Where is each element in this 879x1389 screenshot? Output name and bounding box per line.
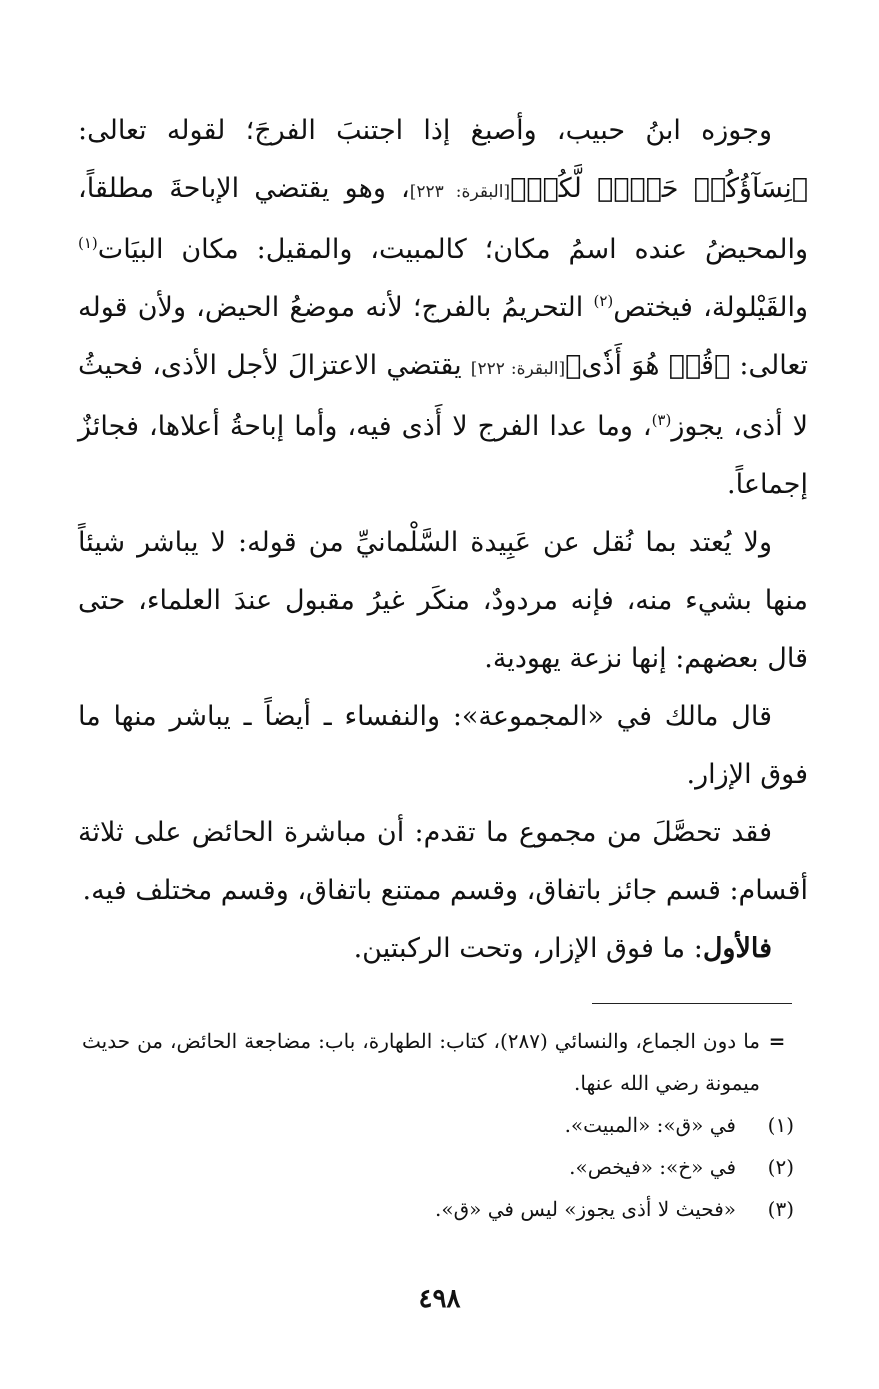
- text-run: يقتضي الاعتزالَ لأجل الأذى، فحيثُ لا أذى، يجوز: [78, 350, 809, 442]
- quran-verse: ﴿نِسَآؤُكُمۡ حَرۡثٞ لَّكُمۡ﴾: [510, 173, 808, 204]
- verse-reference: [البقرة: ٢٢٢]: [470, 359, 566, 379]
- text-run: وجوزه ابنُ حبيب، وأصبغ إذا اجتنبَ الفرجَ؛ لقوله تعالى:: [78, 115, 772, 146]
- footnote-marker[interactable]: (٢): [593, 292, 614, 310]
- footnote-continuation: [82, 1020, 794, 1104]
- quran-verse: ﴿قُلۡ هُوَ أَذٗى﴾: [565, 350, 731, 381]
- footnote-number: (١): [767, 1113, 794, 1137]
- verse-reference: [البقرة: ٢٢٣]: [409, 182, 511, 202]
- footnote-text: في «خ»: «فيخص».: [569, 1155, 736, 1179]
- footnote-text: في «ق»: «المبيت».: [564, 1113, 736, 1137]
- text-run: ، وما عدا الفرج لا أَذى فيه، وأما إباحةُ أعلاها، فجائزٌ إجماعاً.: [78, 411, 808, 500]
- footnote-divider: [592, 1003, 792, 1004]
- text-run: : ما فوق الإزار، وتحت الركبتين.: [353, 933, 703, 964]
- continuation-mark: =: [768, 1029, 786, 1053]
- footnote-number: (٢): [767, 1155, 794, 1179]
- footnotes: [82, 1020, 794, 1230]
- footnote-number: (٣): [767, 1197, 794, 1221]
- paragraph-3: قال مالك في «المجموعة»: والنفساء ـ أيضاً ـ يباشر منها ما فوق الإزار.: [78, 701, 808, 790]
- text-run: ، وهو يقتضي الإباحةَ مطلقاً، والمحيضُ عنده اسمُ مكان؛ كالمبيت، والمقيل: مكان البيَات: [78, 173, 808, 265]
- paragraph-4: فقد تحصَّلَ من مجموع ما تقدم: أن مباشرة الحائض على ثلاثة أقسام: قسم جائز باتفاق، وقسم ممتنع باتفاق، وقسم مختلف فيه.: [78, 817, 808, 906]
- bold-lead: فالأول: [702, 933, 772, 964]
- footnote-text: ما دون الجماع، والنسائي (٢٨٧)، كتاب: الطهارة، باب: مضاجعة الحائض، من حديث ميمونة رضي الله عنها.: [82, 1029, 760, 1095]
- footnote-item: [82, 1146, 794, 1188]
- footnote-item: [82, 1104, 794, 1146]
- paragraph-5: [78, 920, 808, 978]
- paragraph-1: [78, 102, 808, 514]
- page-number: ٤٩٨: [418, 1284, 461, 1314]
- text-run: التحريمُ بالفرج؛ لأنه موضعُ الحيض، ولأن قوله تعالى:: [78, 292, 808, 381]
- paragraph-2: ولا يُعتد بما نُقل عن عَبِيدة السَّلْمانيِّ من قوله: لا يباشر شيئاً منها بشيء منه، فإنه مردودٌ، منكَر غيرُ مقبول عندَ العلماء، حتى قال بعضهم: إنها نزعة يهودية.: [78, 527, 808, 674]
- footnote-marker[interactable]: (٣): [651, 411, 672, 429]
- text-run: والقَيْلولة، فيختص: [613, 292, 809, 323]
- main-text: [78, 102, 808, 978]
- footnote-text: «فحيث لا أذى يجوز» ليس في «ق».: [435, 1197, 736, 1221]
- footnote-item: [82, 1188, 794, 1230]
- footnote-marker[interactable]: (١): [78, 234, 98, 252]
